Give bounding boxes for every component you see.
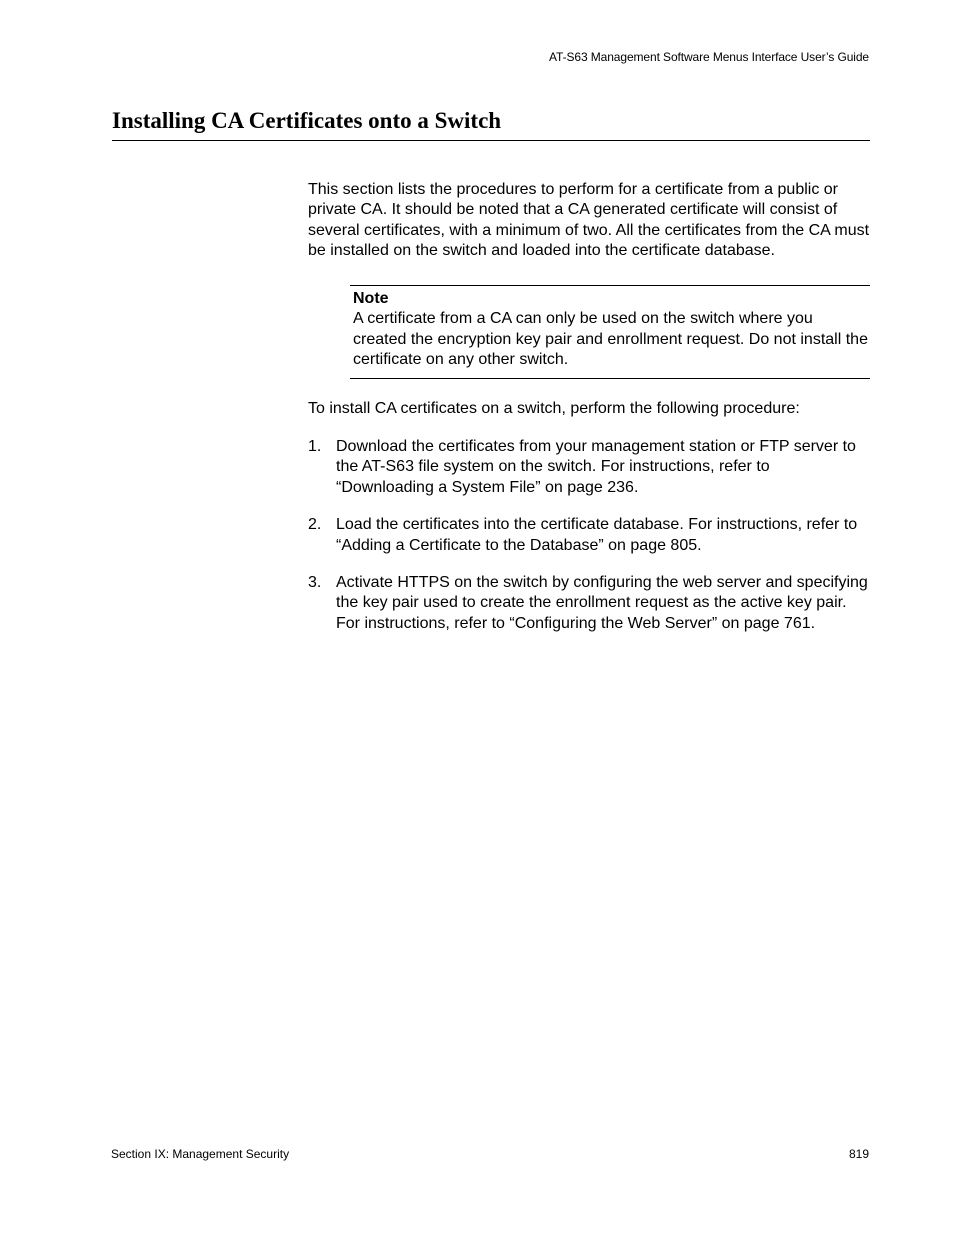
step-text: Download the certificates from your management station or FTP server to the AT-S63 file system on the switch. For instructions, refer to “Downloading a System File” on page 236. — [336, 438, 856, 496]
step-number: 2. — [308, 516, 322, 534]
running-header: AT-S63 Management Software Menus Interface User’s Guide — [549, 50, 869, 64]
note-label: Note — [353, 290, 389, 307]
procedure-lead-in: To install CA certificates on a switch, perform the following procedure: — [308, 400, 800, 417]
footer-page-number: 819 — [848, 1147, 869, 1161]
note-text: A certificate from a CA can only be used on the switch where you created the encryption key pair and enrollment request. Do not install the certificate on any other switch. — [353, 310, 868, 369]
step-text: Load the certificates into the certificate database. For instructions, refer to “Adding a Certificate to the Database” on page 805. — [336, 516, 858, 554]
footer-section: Section IX: Management Security — [111, 1147, 290, 1161]
page-title: Installing CA Certificates onto a Switch — [112, 108, 502, 133]
procedure-step — [308, 437, 870, 498]
step-text: Activate HTTPS on the switch by configuring the web server and specifying the key pair used to create the enrollment request as the active key pair. For instructions, refer to “Configuring the Web Server” on page 761. — [336, 574, 868, 632]
step-number: 1. — [308, 438, 322, 455]
intro-paragraph: This section lists the procedures to perform for a certificate from a public or private CA. It should be noted that a CA generated certificate will consist of several certificates, with a minimum of two. All the certificates from the CA must be installed on the switch and loaded into the certificate database. — [308, 181, 870, 260]
procedure-step — [308, 515, 870, 556]
procedure-step — [308, 573, 870, 634]
step-number: 3. — [308, 574, 322, 592]
note-box — [350, 285, 870, 379]
title-divider — [112, 140, 870, 141]
procedure-steps — [308, 437, 870, 651]
